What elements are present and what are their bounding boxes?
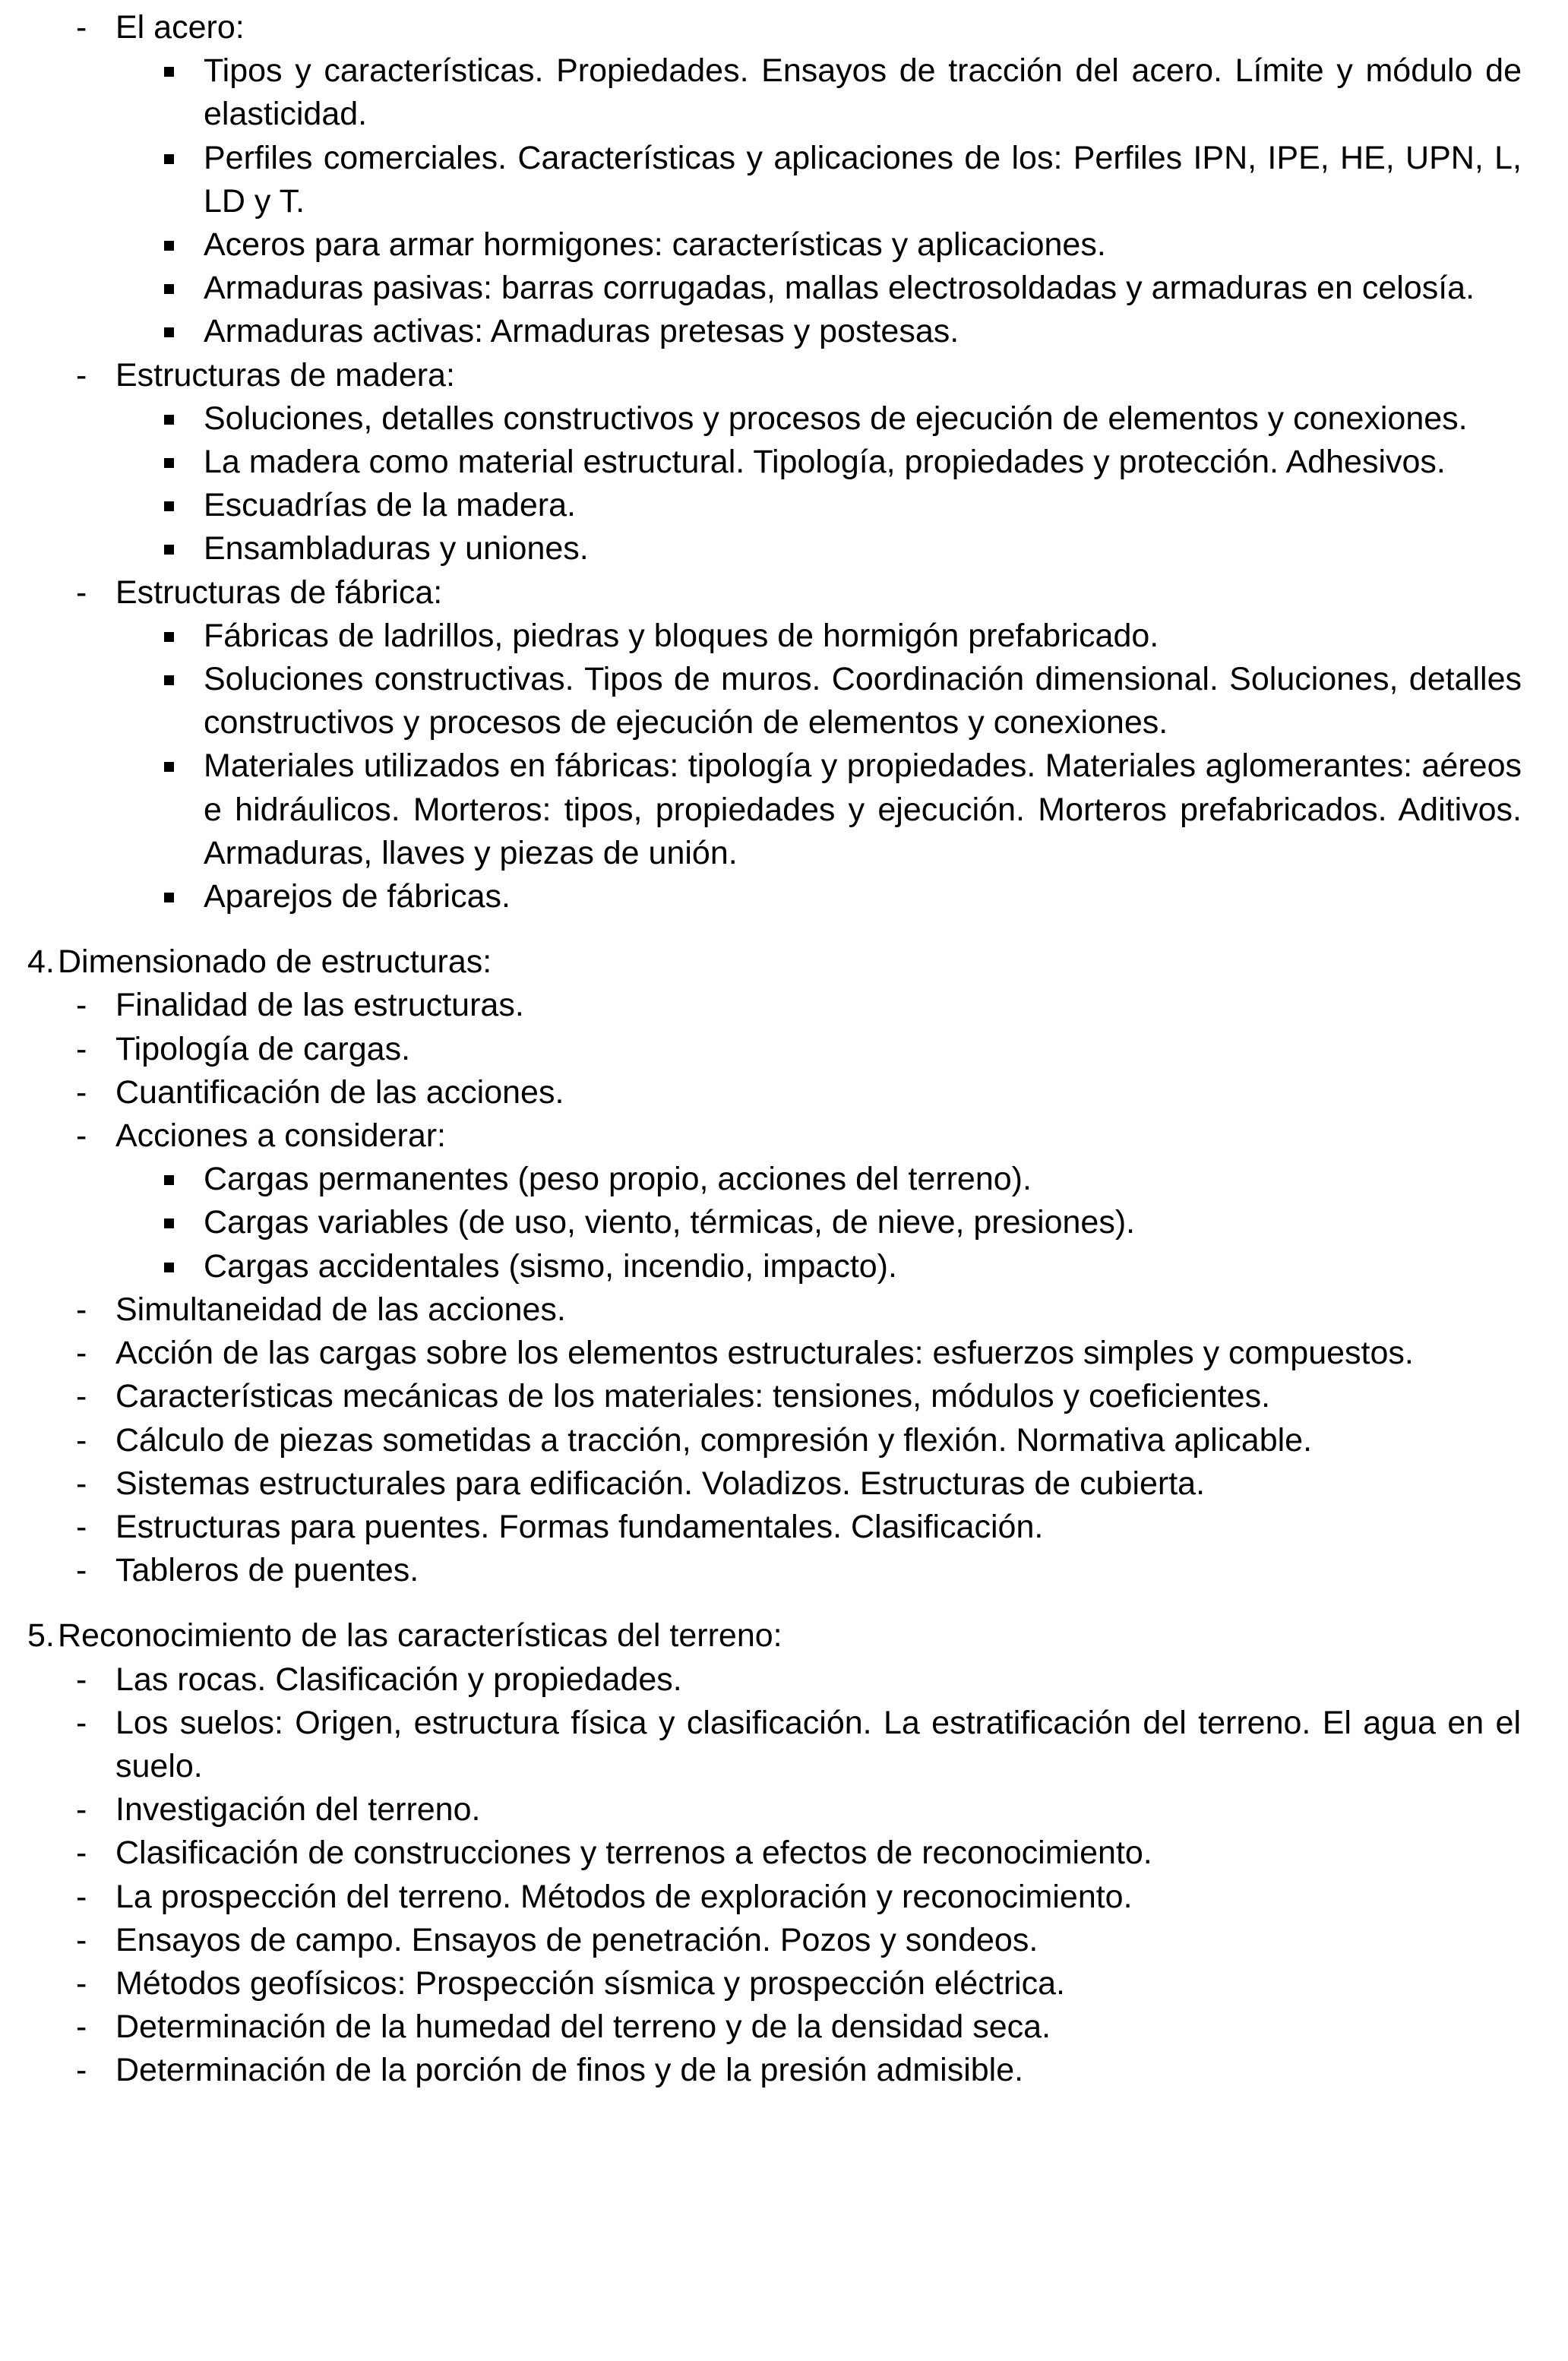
section-number: 4. (27, 943, 55, 981)
dash-list-item (0, 1832, 1568, 1875)
square-bullet-icon (161, 267, 204, 310)
dash-bullet: - (76, 1791, 87, 1828)
dash-list-item (0, 1332, 1568, 1375)
square-bullet-glyph (164, 415, 174, 425)
list-item-text: Aceros para armar hormigones: características y aplicaciones. (204, 226, 1106, 264)
list-item-text: Fábricas de ladrillos, piedras y bloques de hormigón prefabricado. (204, 617, 1159, 654)
square-bullet-glyph (164, 762, 174, 772)
square-bullet-icon (161, 875, 204, 918)
square-list-item (0, 1158, 1568, 1201)
list-item-text: Finalidad de las estructuras. (115, 987, 524, 1024)
dash-bullet: - (76, 1704, 87, 1741)
list-item-text: Soluciones, detalles constructivos y procesos de ejecución de elementos y conexiones. (204, 400, 1468, 437)
dash-list-item (0, 354, 1568, 397)
dash-list-item (0, 1071, 1568, 1114)
dash-bullet: - (76, 987, 87, 1024)
list-item-text: Determinación de la porción de finos y de la presión admisible. (115, 2052, 1024, 2089)
dash-bullet: - (76, 1878, 87, 1915)
list-item-text: Características mecánicas de los materiales: tensiones, módulos y coeficientes. (115, 1378, 1271, 1415)
square-list-item (0, 744, 1568, 875)
square-bullet-icon (161, 658, 204, 701)
list-item-text: Ensambladuras y uniones. (204, 530, 589, 567)
dash-list-item (0, 1788, 1568, 1832)
square-list-item (0, 1245, 1568, 1288)
dash-bullet: - (76, 1964, 87, 2002)
list-item-text: Estructuras para puentes. Formas fundamentales. Clasificación. (115, 1508, 1044, 1545)
list-item-text: Estructuras de madera: (115, 356, 455, 394)
dash-list-item (0, 1962, 1568, 2005)
square-bullet-glyph (164, 284, 174, 294)
dash-bullet: - (76, 1508, 87, 1545)
section-gap (0, 1592, 1568, 1614)
list-item-text: Aparejos de fábricas. (204, 878, 511, 915)
square-bullet-glyph (164, 632, 174, 642)
list-item-text: Métodos geofísicos: Prospección sísmica y prospección eléctrica. (115, 1964, 1065, 2002)
list-item-text: Cargas permanentes (peso propio, acciones del terreno). (204, 1161, 1032, 1198)
section-heading (0, 940, 1568, 984)
list-item-text: Cargas accidentales (sismo, incendio, impacto). (204, 1247, 897, 1285)
square-bullet-glyph (164, 501, 174, 511)
list-item-text: Materiales utilizados en fábricas: tipología y propiedades. Materiales aglomerantes: aéreos e hidráulicos. Morteros: tipos, propiedades y ejecución. Morteros prefabricados. Aditivos. Armaduras, llaves y piezas de unión. (204, 747, 1522, 871)
list-item-text: Cargas variables (de uso, viento, térmicas, de nieve, presiones). (204, 1204, 1136, 1241)
dash-bullet: - (76, 1835, 87, 1872)
square-bullet-icon (161, 137, 204, 180)
dash-bullet: - (76, 1465, 87, 1502)
square-bullet-glyph (164, 1263, 174, 1272)
square-list-item (0, 658, 1568, 744)
square-list-item (0, 484, 1568, 527)
square-bullet-glyph (164, 1218, 174, 1228)
dash-bullet: - (76, 356, 87, 394)
dash-list-item (0, 1462, 1568, 1506)
square-bullet-glyph (164, 1175, 174, 1185)
list-item-text: Soluciones constructivas. Tipos de muros. Coordinación dimensional. Soluciones, detalles constructivos y procesos de ejecución de elementos y conexiones. (204, 661, 1522, 741)
square-bullet-icon (161, 310, 204, 353)
list-item-text: Clasificación de construcciones y terrenos a efectos de reconocimiento. (115, 1835, 1152, 1872)
square-list-item (0, 310, 1568, 353)
dash-list-item (0, 1876, 1568, 1919)
dash-list-item (0, 1702, 1568, 1788)
square-list-item (0, 49, 1568, 136)
list-item-text: Cálculo de piezas sometidas a tracción, compresión y flexión. Normativa aplicable. (115, 1421, 1313, 1459)
dash-bullet: - (76, 1117, 87, 1155)
square-list-item (0, 223, 1568, 267)
dash-list-item (0, 1549, 1568, 1592)
dash-bullet: - (76, 9, 87, 46)
dash-list-item (0, 1658, 1568, 1702)
square-list-item (0, 615, 1568, 658)
list-item-text: Ensayos de campo. Ensayos de penetración. Pozos y sondeos. (115, 1921, 1038, 1958)
square-bullet-glyph (164, 893, 174, 902)
list-item-text: Acciones a considerar: (115, 1117, 446, 1155)
section-heading (0, 1614, 1568, 1658)
dash-bullet: - (76, 1921, 87, 1958)
dash-bullet: - (76, 2052, 87, 2089)
square-bullet-icon (161, 397, 204, 441)
square-bullet-glyph (164, 154, 174, 164)
list-item-text: Tipos y características. Propiedades. Ensayos de tracción del acero. Límite y módulo de elasticidad. (204, 52, 1522, 133)
list-item-text: Armaduras pasivas: barras corrugadas, mallas electrosoldadas y armaduras en celosía. (204, 270, 1475, 307)
list-item-text: Acción de las cargas sobre los elementos estructurales: esfuerzos simples y compuestos. (115, 1335, 1414, 1372)
square-bullet-icon (161, 1245, 204, 1288)
square-list-item (0, 267, 1568, 310)
list-item-text: Armaduras activas: Armaduras pretesas y postesas. (204, 313, 959, 350)
dash-list-item (0, 2049, 1568, 2092)
list-item-text: Estructuras de fábrica: (115, 574, 443, 611)
list-item-text: Tableros de puentes. (115, 1552, 419, 1589)
list-item-text: Simultaneidad de las acciones. (115, 1291, 566, 1328)
square-bullet-icon (161, 1201, 204, 1244)
square-bullet-glyph (164, 327, 174, 337)
square-bullet-icon (161, 527, 204, 570)
dash-bullet: - (76, 1335, 87, 1372)
dash-list-item (0, 1114, 1568, 1158)
dash-bullet: - (76, 1421, 87, 1459)
list-item-text: Escuadrías de la madera. (204, 487, 576, 524)
dash-bullet: - (76, 1378, 87, 1415)
square-bullet-glyph (164, 67, 174, 77)
list-item-text: Perfiles comerciales. Características y aplicaciones de los: Perfiles IPN, IPE, HE, UPN, L, LD y T. (204, 139, 1522, 220)
dash-list-item (0, 1028, 1568, 1071)
list-item-text: Tipología de cargas. (115, 1030, 411, 1067)
list-item-text: La madera como material estructural. Tipología, propiedades y protección. Adhesivos. (204, 444, 1446, 481)
square-bullet-glyph (164, 458, 174, 468)
square-bullet-glyph (164, 241, 174, 251)
square-bullet-icon (161, 484, 204, 527)
square-bullet-icon (161, 441, 204, 484)
square-bullet-icon (161, 1158, 204, 1201)
square-list-item (0, 1201, 1568, 1244)
dash-list-item (0, 1919, 1568, 1962)
dash-bullet: - (76, 1552, 87, 1589)
section-number: 5. (27, 1617, 55, 1655)
document-body (0, 6, 1568, 2093)
square-bullet-icon (161, 744, 204, 788)
list-item-text: La prospección del terreno. Métodos de exploración y reconocimiento. (115, 1878, 1133, 1915)
square-bullet-icon (161, 223, 204, 267)
list-item-text: El acero: (115, 9, 245, 46)
dash-bullet: - (76, 1073, 87, 1111)
dash-bullet: - (76, 574, 87, 611)
dash-list-item (0, 1419, 1568, 1462)
square-bullet-glyph (164, 545, 174, 555)
square-list-item (0, 397, 1568, 441)
square-list-item (0, 527, 1568, 570)
dash-list-item (0, 1375, 1568, 1418)
section-title: Dimensionado de estructuras: (58, 943, 492, 981)
dash-bullet: - (76, 1661, 87, 1698)
list-item-text: Los suelos: Origen, estructura física y clasificación. La estratificación del terreno. El agua en el suelo. (115, 1704, 1521, 1784)
dash-bullet: - (76, 2009, 87, 2046)
dash-list-item (0, 2005, 1568, 2049)
square-list-item (0, 441, 1568, 484)
dash-list-item (0, 6, 1568, 49)
list-item-text: Las rocas. Clasificación y propiedades. (115, 1661, 682, 1698)
list-item-text: Sistemas estructurales para edificación. Voladizos. Estructuras de cubierta. (115, 1465, 1206, 1502)
square-bullet-icon (161, 615, 204, 658)
dash-bullet: - (76, 1291, 87, 1328)
section-title: Reconocimiento de las características del terreno: (58, 1617, 782, 1655)
square-bullet-glyph (164, 675, 174, 685)
square-bullet-icon (161, 49, 204, 93)
section-gap (0, 918, 1568, 940)
dash-bullet: - (76, 1030, 87, 1067)
square-list-item (0, 137, 1568, 223)
dash-list-item (0, 1288, 1568, 1332)
dash-list-item (0, 1506, 1568, 1549)
dash-list-item (0, 571, 1568, 615)
list-item-text: Determinación de la humedad del terreno y de la densidad seca. (115, 2009, 1051, 2046)
list-item-text: Cuantificación de las acciones. (115, 1073, 564, 1111)
dash-list-item (0, 984, 1568, 1027)
list-item-text: Investigación del terreno. (115, 1791, 481, 1828)
square-list-item (0, 875, 1568, 918)
